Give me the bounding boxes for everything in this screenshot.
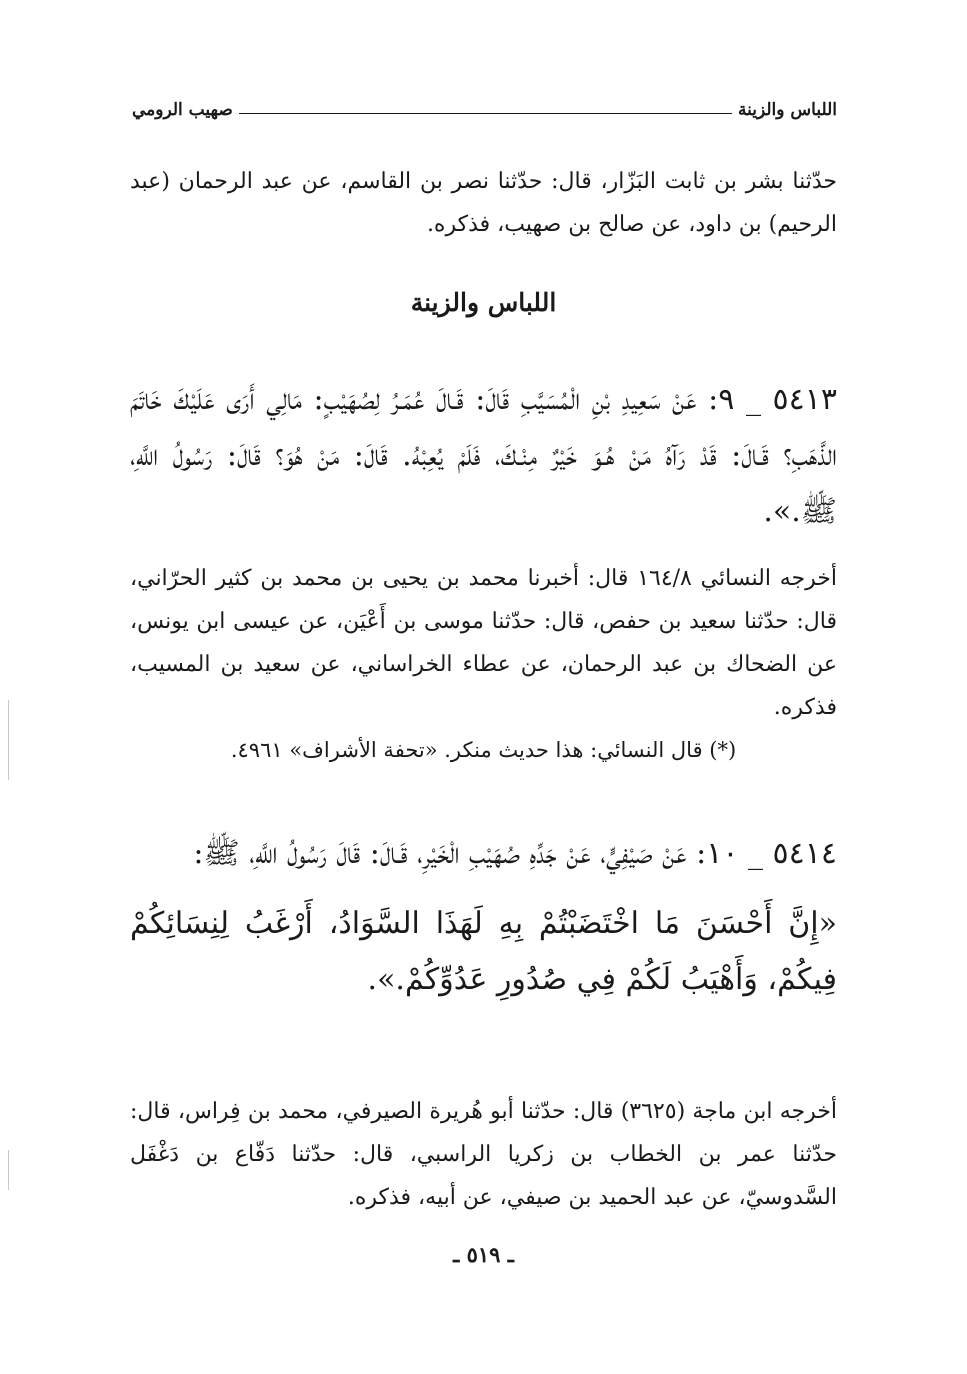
footnote-5413: (*) قال النسائي: هذا حديث منكر. «تحفة الأشراف» ٤٩٦١. — [230, 738, 737, 762]
hadith-5413 — [130, 372, 837, 540]
page-number: ـ ٥١٩ ـ — [453, 1242, 514, 1267]
intro-note-text: حدّثنا بشر بن ثابت البَزّار، قال: حدّثنا نصر بن القاسم، عن عبد الرحمان (عبد الرحيم) بن داود، عن صالح بن صهيب، فذكره. — [130, 169, 837, 237]
hadith-5413-text: ٥٤١٣ _ ٩: عَنْ سَعِيدِ بْنِ الْمُسَيَّبِ قَالَ: قَـالَ عُمَـرُ لِصُهَيْبٍ: مَالِي أَرَى عَلَيْكَ خَاتَمَ الذَّهَبِ؟ قَـالَ: قَدْ رَآهُ مَنْ هُـوَ خَيْرٌ مِنْـكَ، فَلَمْ يُعِبْهُ. قَالَ: مَنْ هُوَ؟ قَالَ: رَسُولُ اللَّهِ، ﷺ.». — [130, 382, 837, 529]
running-header — [132, 100, 837, 120]
hadith-5414-quote: «إِنَّ أَحْسَنَ مَا اخْتَضَبْتُمْ بِهِ لَهَذَا السَّوَادُ، أَرْغَبُ لِنِسَائِكُمْ فِيكُمْ، وَأَهْيَبُ لَكُمْ فِي صُدُورِ عَدُوِّكُمْ.». — [130, 906, 837, 997]
hadith-5414 — [130, 826, 837, 1008]
header-book-name: صهيب الرومي — [132, 100, 233, 120]
takhrij-5414 — [130, 1090, 837, 1219]
section-title: اللباس والزينة — [410, 288, 557, 317]
takhrij-5413-text: أخرجه النسائي ١٦٤/٨ قال: أخبرنا محمد بن يحيى بن محمد بن كثير الحرّاني، قال: حدّثنا سعيد بن حفص، قال: حدّثنا موسى بن أَعْيَن، عن عيسى ابن يونس، عن الضحاك بن عبد الرحمان، عن عطاء الخراساني، عن سعيد بن المسيب، فذكره. — [130, 566, 837, 720]
takhrij-5413 — [130, 557, 837, 729]
header-rule — [239, 113, 732, 114]
header-section-name: اللباس والزينة — [738, 100, 837, 120]
intro-note — [130, 160, 837, 246]
takhrij-5414-text: أخرجه ابن ماجة (٣٦٢٥) قال: حدّثنا أبو هُريرة الصيرفي، محمد بن فِراس، قال: حدّثنا عمر بن الخطاب بن زكريا الراسبي، قال: حدّثنا دَفّاع بن دَغْفَل السَّدوسيّ، عن عبد الحميد بن صيفي، عن أبيه، فذكره. — [130, 1099, 838, 1210]
hadith-5414-intro: ٥٤١٤ _ ١٠: عَنْ صَيْفِيٍّ، عَنْ جَدِّهِ صُهَيْبِ الْخَيْرِ، قَـالَ: قَالَ رَسُولُ اللَّهِ، ﷺ: — [193, 836, 837, 871]
scan-edge-mark — [8, 1150, 9, 1190]
scan-edge-mark — [8, 700, 9, 780]
